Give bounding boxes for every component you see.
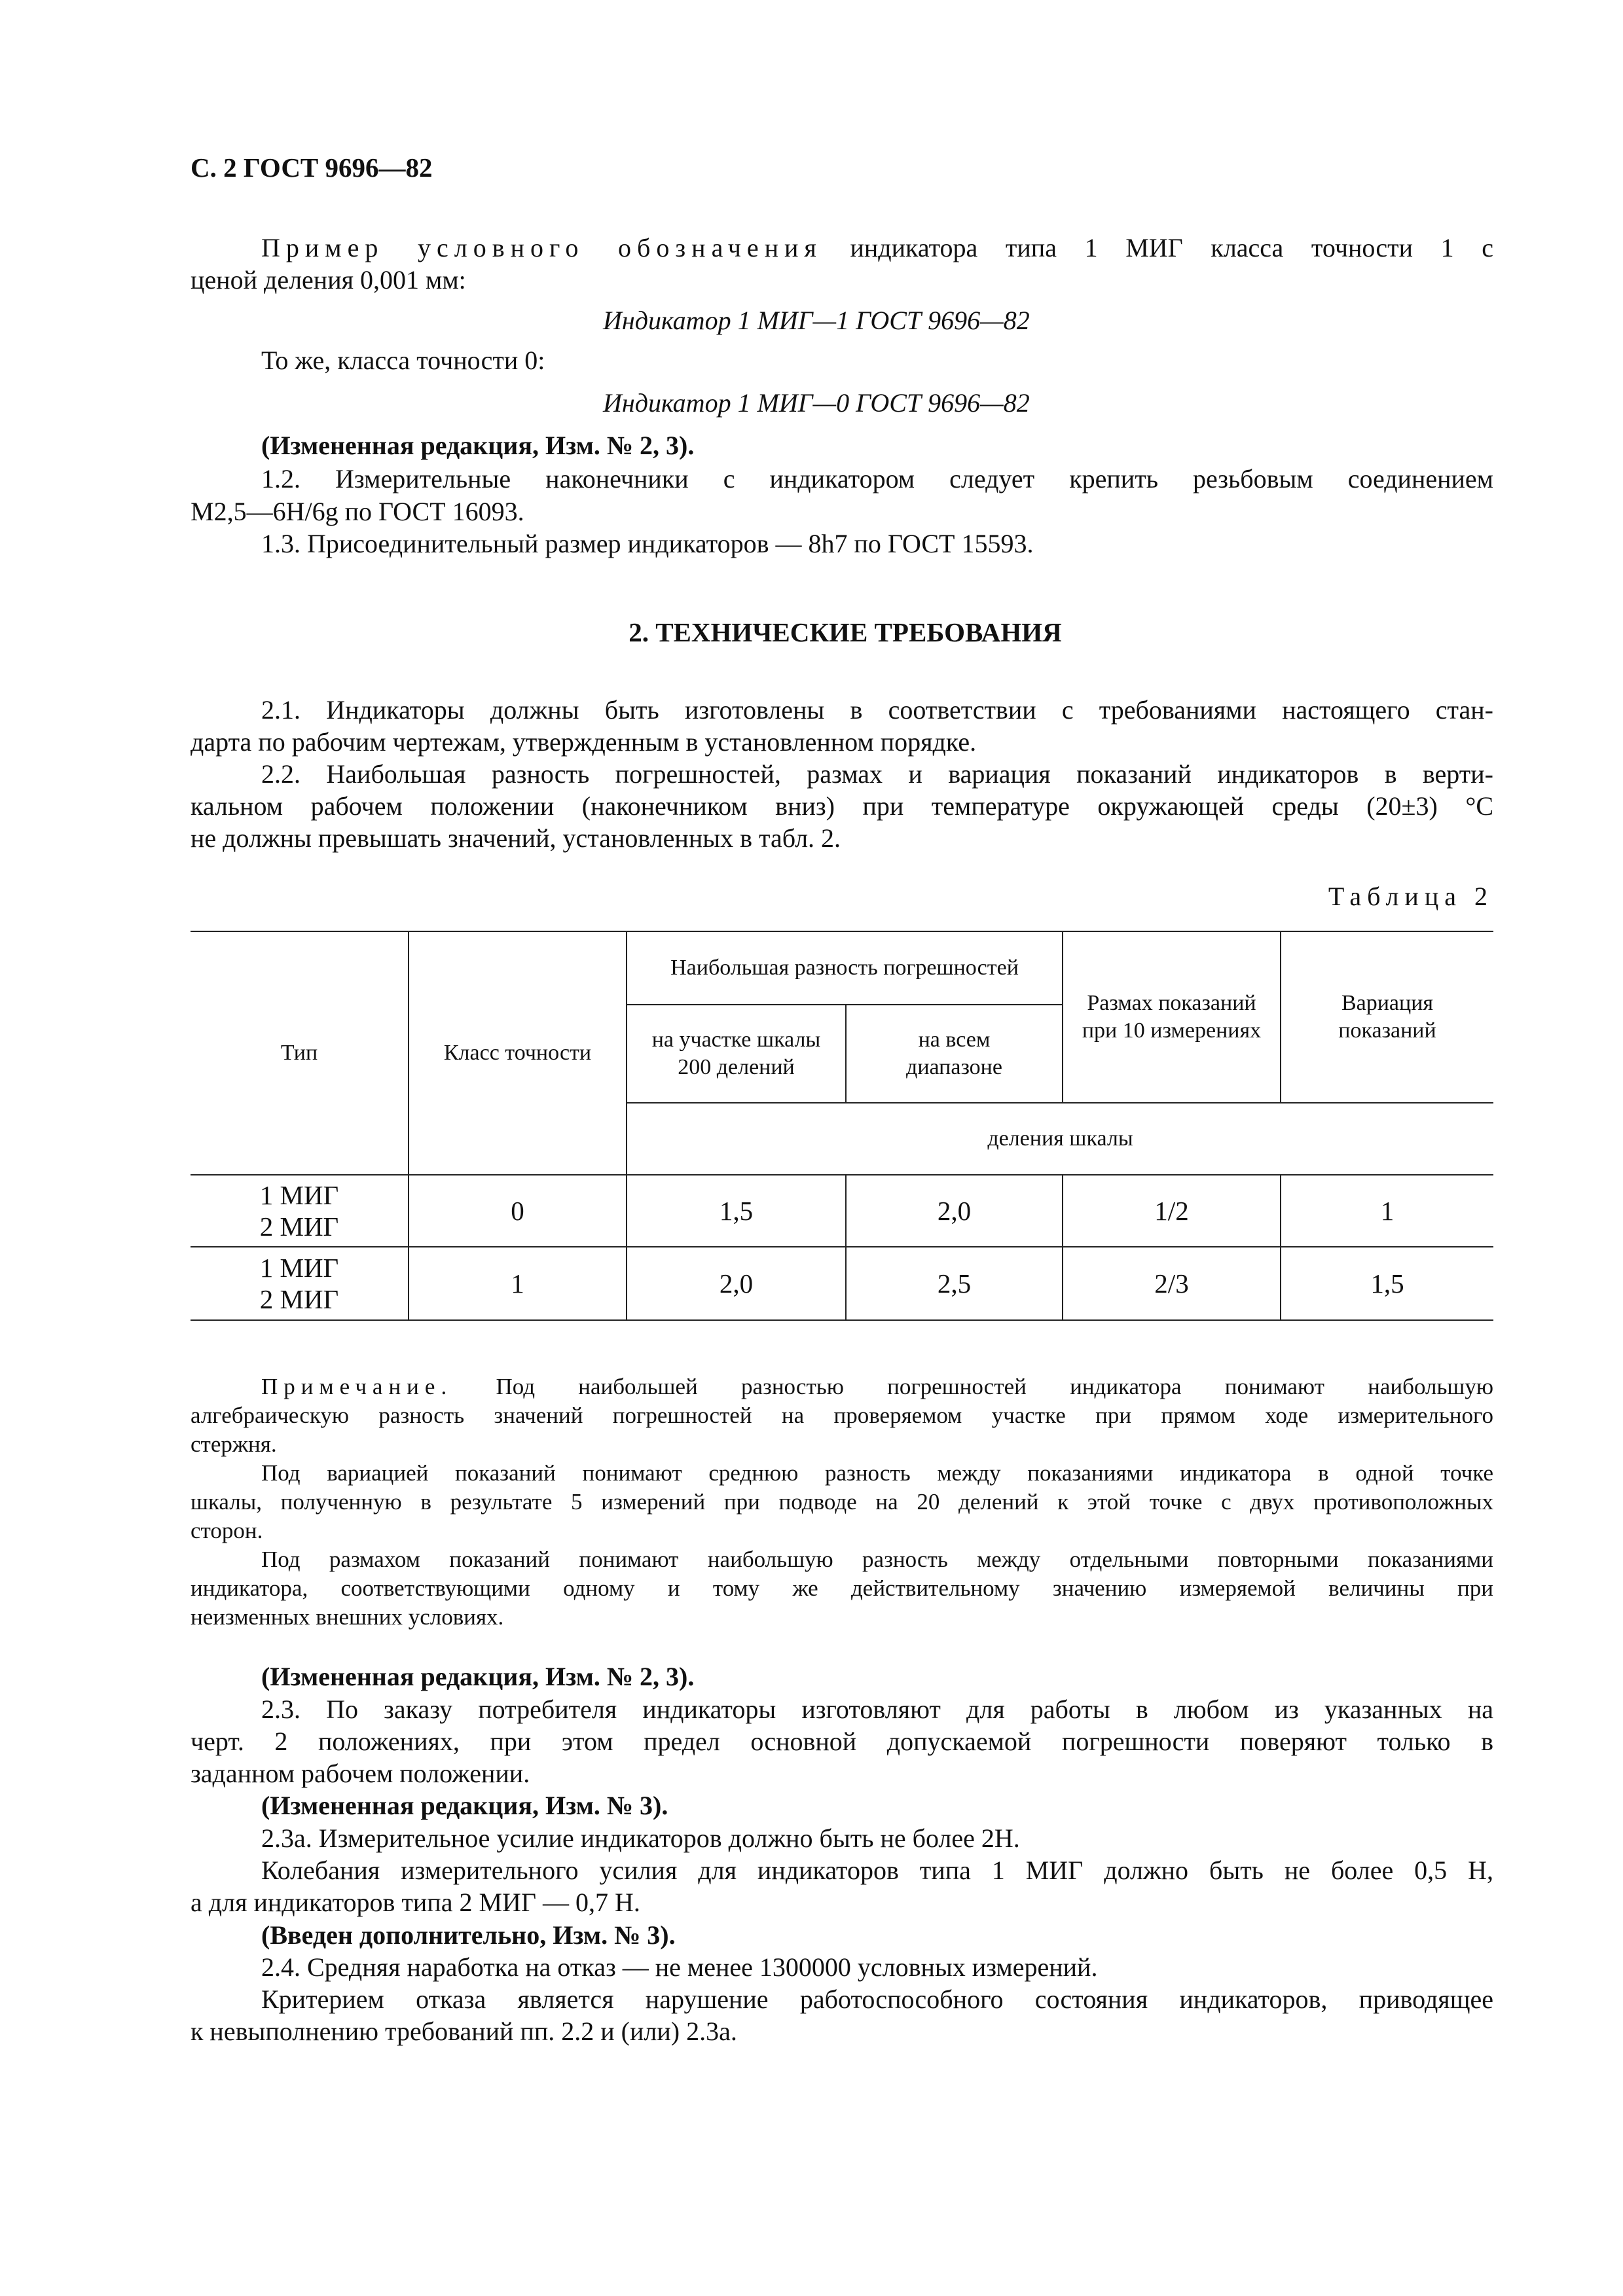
example-text: индикатора типа 1 МИГ класса точности 1 с <box>850 233 1493 262</box>
clause-2-4-line-3: к невыполнению требований пп. 2.2 и (или) 2.3а. <box>191 2017 737 2046</box>
designation-1: Индикатор 1 МИГ—1 ГОСТ 9696—82 <box>603 306 1030 335</box>
header-max-diff: Наибольшая разность погрешностей <box>627 931 1063 1005</box>
clause-2-2-line-3: не должны превышать значений, установленных в табл. 2. <box>191 823 841 853</box>
note-line-1 <box>261 1372 1493 1401</box>
cell-variation: 1 <box>1281 1175 1493 1247</box>
page-header: С. 2 ГОСТ 9696—82 <box>191 152 433 183</box>
clause-1-2-line-1: 1.2. Измерительные наконечники с индикатором следует крепить резьбовым соединением <box>261 464 1493 493</box>
introduced-note: (Введен дополнительно, Изм. № 3). <box>261 1920 676 1950</box>
header-on-section <box>627 1005 846 1103</box>
header-whole-range <box>846 1005 1063 1103</box>
same-class-line: То же, класса точности 0: <box>261 346 545 375</box>
amendment-note-3: (Измененная редакция, Изм. № 3). <box>261 1791 668 1820</box>
clause-1-3: 1.3. Присоединительный размер индикаторов — 8h7 по ГОСТ 15593. <box>261 529 1034 558</box>
example-paragraph-line-2: ценой деления 0,001 мм: <box>191 265 466 295</box>
header-whole-line-2: диапазоне <box>906 1055 1002 1079</box>
clause-2-1-line-1: 2.1. Индикаторы должны быть изготовлены в соответствии с требованиями настоящего стан- <box>261 695 1493 725</box>
header-units: деления шкалы <box>627 1103 1493 1175</box>
example-paragraph-line-1 <box>261 232 1493 264</box>
note-line-6: сторон. <box>191 1518 263 1543</box>
header-variation-line-2: показаний <box>1338 1018 1436 1043</box>
cell-type-line-1: 1 МИГ <box>259 1180 339 1210</box>
designation-2: Индикатор 1 МИГ—0 ГОСТ 9696—82 <box>603 388 1030 418</box>
note-line-3: стержня. <box>191 1431 277 1457</box>
clause-2-4: 2.4. Средняя наработка на отказ — не менее 1300000 условных измерений. <box>261 1952 1098 1982</box>
clause-2-3-line-2: черт. 2 положениях, при этом предел основной допускаемой погрешности поверяют только в <box>191 1727 1493 1756</box>
clause-2-1-line-2: дарта по рабочим чертежам, утвержденным в установленном порядке. <box>191 727 977 757</box>
clause-2-3a-line-3: а для индикаторов типа 2 МИГ — 0,7 Н. <box>191 1888 640 1917</box>
cell-type-line-2: 2 МИГ <box>259 1284 339 1314</box>
header-whole-line-1: на всем <box>918 1028 991 1052</box>
clause-2-3-line-3: заданном рабочем положении. <box>191 1759 530 1788</box>
note-line-5: шкалы, полученную в результате 5 измерений при подводе на 20 делений к этой точке с двух противоположных <box>191 1489 1493 1515</box>
amendment-note-1: (Измененная редакция, Изм. № 2, 3). <box>261 431 695 460</box>
table-row <box>191 1247 1493 1320</box>
clause-1-2-line-2: М2,5—6H/6g по ГОСТ 16093. <box>191 497 524 526</box>
clause-2-3a-line-2: Колебания измерительного усилия для индикаторов типа 1 МИГ должно быть не более 0,5 Н, <box>261 1856 1493 1885</box>
section-2-heading: 2. ТЕХНИЧЕСКИЕ ТРЕБОВАНИЯ <box>629 617 1062 647</box>
table-caption: Таблица 2 <box>1328 882 1493 911</box>
cell-type-line-2: 2 МИГ <box>259 1211 339 1242</box>
header-variation-line-1: Вариация <box>1341 991 1434 1015</box>
note-text: Под наибольшей разностью погрешностей индикатора понимают наибольшую <box>496 1374 1494 1399</box>
table-row <box>191 1175 1493 1247</box>
note-line-7: Под размахом показаний понимают наибольшую разность между отдельными повторными показаниями <box>261 1547 1493 1572</box>
header-type: Тип <box>191 931 409 1175</box>
cell-whole: 2,0 <box>846 1175 1063 1247</box>
header-range-line-2: при 10 измерениях <box>1082 1018 1262 1043</box>
header-range-line-1: Размах показаний <box>1087 991 1256 1015</box>
cell-type-line-1: 1 МИГ <box>259 1253 339 1283</box>
clause-2-2-line-2: кальном рабочем положении (наконечником вниз) при температуре окружающей среды (20±3) °С <box>191 791 1493 821</box>
example-label: Пример условного обозначения <box>261 233 822 262</box>
cell-class: 1 <box>409 1247 627 1320</box>
header-class: Класс точности <box>409 931 627 1175</box>
clause-2-3a: 2.3а. Измерительное усилие индикаторов должно быть не более 2Н. <box>261 1823 1020 1853</box>
accuracy-table <box>191 931 1493 1321</box>
cell-section: 1,5 <box>627 1175 846 1247</box>
header-on-section-line-1: на участке шкалы <box>651 1028 821 1052</box>
note-line-4: Под вариацией показаний понимают среднюю разность между показаниями индикатора в одной точке <box>261 1460 1493 1486</box>
cell-class: 0 <box>409 1175 627 1247</box>
note-line-8: индикатора, соответствующими одному и тому же действительному значению измеряемой величины при <box>191 1575 1493 1601</box>
header-range <box>1063 931 1281 1103</box>
cell-range: 1/2 <box>1063 1175 1281 1247</box>
header-on-section-line-2: 200 делений <box>678 1055 795 1079</box>
clause-2-2-line-1: 2.2. Наибольшая разность погрешностей, размах и вариация показаний индикаторов в верти- <box>261 759 1493 789</box>
header-variation <box>1281 931 1493 1103</box>
cell-section: 2,0 <box>627 1247 846 1320</box>
cell-variation: 1,5 <box>1281 1247 1493 1320</box>
table-header-row-1 <box>191 931 1493 1005</box>
cell-type <box>191 1175 409 1247</box>
note-label: Примечание. <box>261 1374 453 1399</box>
cell-type <box>191 1247 409 1320</box>
clause-2-3-line-1: 2.3. По заказу потребителя индикаторы изготовляют для работы в любом из указанных на <box>261 1695 1493 1724</box>
cell-range: 2/3 <box>1063 1247 1281 1320</box>
note-line-9: неизменных внешних условиях. <box>191 1604 504 1630</box>
note-line-2: алгебраическую разность значений погрешностей на проверяемом участке при прямом ходе измерительного <box>191 1403 1493 1428</box>
cell-whole: 2,5 <box>846 1247 1063 1320</box>
amendment-note-2: (Измененная редакция, Изм. № 2, 3). <box>261 1662 695 1691</box>
clause-2-4-line-2: Критерием отказа является нарушение работоспособного состояния индикаторов, приводящее <box>261 1984 1493 2014</box>
